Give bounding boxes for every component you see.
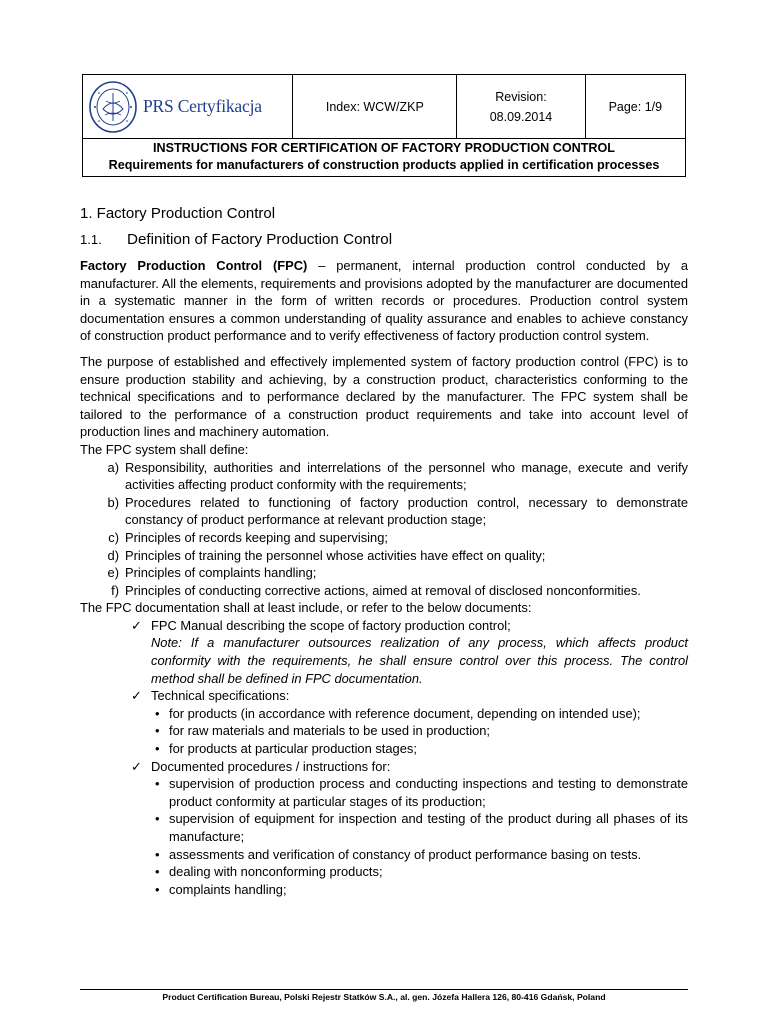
list-item [151, 705, 688, 723]
list-item-text: assessments and verification of constancy of product performance basing on tests. [169, 846, 642, 862]
bullet-icon: • [155, 864, 160, 880]
revision-date: 08.09.2014 [489, 109, 553, 124]
docs-list [80, 617, 688, 899]
bullet-icon: • [155, 811, 160, 827]
logo-text: PRS Certyfikacja [143, 96, 262, 116]
page-footer: Product Certification Bureau, Polski Rejestr Statków S.A., al. gen. Józefa Hallera 126, 80-416 Gdańsk, Poland [162, 992, 606, 1002]
revision-label: Revision: [495, 89, 547, 104]
define-intro: The FPC system shall define: [80, 441, 249, 457]
footer-divider [80, 989, 688, 990]
procedures-list [151, 775, 688, 898]
list-item-text: Principles of training the personnel whose activities have effect on quality; [125, 547, 546, 563]
list-item-label: d) [107, 547, 119, 563]
list-item [131, 617, 688, 687]
list-item-text: dealing with nonconforming products; [169, 864, 383, 880]
list-item [151, 846, 688, 864]
document-body [80, 203, 688, 898]
list-item-text: for products (in accordance with reference document, depending on intended use); [169, 705, 641, 721]
bullet-icon: • [155, 723, 160, 739]
section-heading: 1. Factory Production Control [80, 205, 276, 222]
define-list [80, 459, 688, 600]
list-item [151, 775, 688, 810]
checkmark-icon: ✓ [131, 758, 142, 774]
list-item-text: Principles of complaints handling; [125, 565, 317, 581]
list-item [80, 459, 688, 494]
title-line-1: INSTRUCTIONS FOR CERTIFICATION OF FACTORY PRODUCTION CONTROL [153, 141, 615, 155]
list-item-text: FPC Manual describing the scope of factory production control; [151, 617, 511, 633]
title-line-2: Requirements for manufacturers of construction products applied in certification processes [108, 158, 660, 172]
bullet-icon: • [155, 741, 160, 757]
list-item [131, 687, 688, 757]
bullet-icon: • [155, 776, 160, 792]
fpc-definition-paragraph [80, 257, 688, 345]
logo-cell [83, 75, 293, 139]
bullet-icon: • [155, 881, 160, 897]
prs-seal-icon [87, 79, 139, 135]
list-item [80, 564, 688, 582]
list-item-text: Documented procedures / instructions for: [151, 758, 391, 774]
list-item-label: a) [107, 459, 119, 475]
list-item-text: supervision of equipment for inspection and testing of the product during all phases of its manufacture; [169, 811, 688, 844]
fpc-definition-text: – permanent, internal production control conducted by a manufacturer. All the elements, requirements and provisions adopted by the manufacturer are documented in a systematic manner in the form of written records or procedures. Production control system documentation ensures a common understanding of quality assurance and enables to achieve constancy of construction product performance and to verify effectiveness of factory production control system. [80, 258, 689, 344]
list-item-label: e) [107, 565, 119, 581]
fpc-purpose-paragraph: The purpose of established and effectively implemented system of factory production control (FPC) is to ensure production stability and achieving, by a construction product, characteristics conforming to the technical specifications and to performance declared by the manufacturer. The FPC system shall be tailored to the performance of a construction product requirements and take into account level of production lines and machinery automation. [80, 353, 688, 440]
list-item-label: c) [108, 529, 119, 545]
checkmark-icon: ✓ [131, 617, 142, 633]
list-item [151, 722, 688, 740]
list-item [80, 582, 688, 600]
list-item [80, 494, 688, 529]
subsection-heading [80, 229, 688, 251]
list-item-text: complaints handling; [169, 881, 287, 897]
list-item-text: for raw materials and materials to be used in production; [169, 723, 490, 739]
list-item [151, 810, 688, 845]
page-number: Page: 1/9 [585, 75, 685, 139]
list-item-text: for products at particular production stages; [169, 741, 417, 757]
tech-spec-list [151, 705, 688, 758]
list-item-text: Technical specifications: [151, 688, 290, 704]
list-item [80, 547, 688, 565]
document-header-table [82, 74, 686, 177]
list-item-text: Responsibility, authorities and interrelations of the personnel who manage, execute and verify activities affecting product conformity with the requirements; [125, 459, 688, 493]
revision-cell [457, 75, 585, 139]
bullet-icon: • [155, 705, 160, 721]
list-item-text: Principles of conducting corrective actions, aimed at removal of disclosed nonconformities. [125, 582, 641, 598]
checkmark-icon: ✓ [131, 688, 142, 704]
list-item [151, 863, 688, 881]
document-index: Index: WCW/ZKP [293, 75, 457, 139]
list-item [151, 740, 688, 758]
document-title [83, 139, 686, 177]
list-item-text: Procedures related to functioning of factory production control, necessary to demonstrate constancy of product performance at relevant production stage; [125, 494, 688, 528]
subsection-title: Definition of Factory Production Control [127, 231, 393, 248]
list-item-text: Principles of records keeping and supervising; [125, 529, 388, 545]
docs-intro: The FPC documentation shall at least include, or refer to the below documents: [80, 600, 532, 616]
list-item-text: supervision of production process and conducting inspections and testing to demonstrate product conformity at particular stages of its production; [169, 776, 688, 809]
bullet-icon: • [155, 846, 160, 862]
fpc-manual-note: Note: If a manufacturer outsources realization of any process, which affects product conformity with the requirements, he shall ensure control over this process. The control method shall be defined in FPC documentation. [151, 635, 688, 686]
list-item [151, 881, 688, 899]
list-item-label: f) [111, 582, 119, 598]
list-item [131, 758, 688, 899]
list-item-label: b) [107, 494, 119, 510]
fpc-term: Factory Production Control (FPC) [80, 258, 308, 273]
subsection-number: 1.1. [80, 232, 102, 247]
list-item [80, 529, 688, 547]
